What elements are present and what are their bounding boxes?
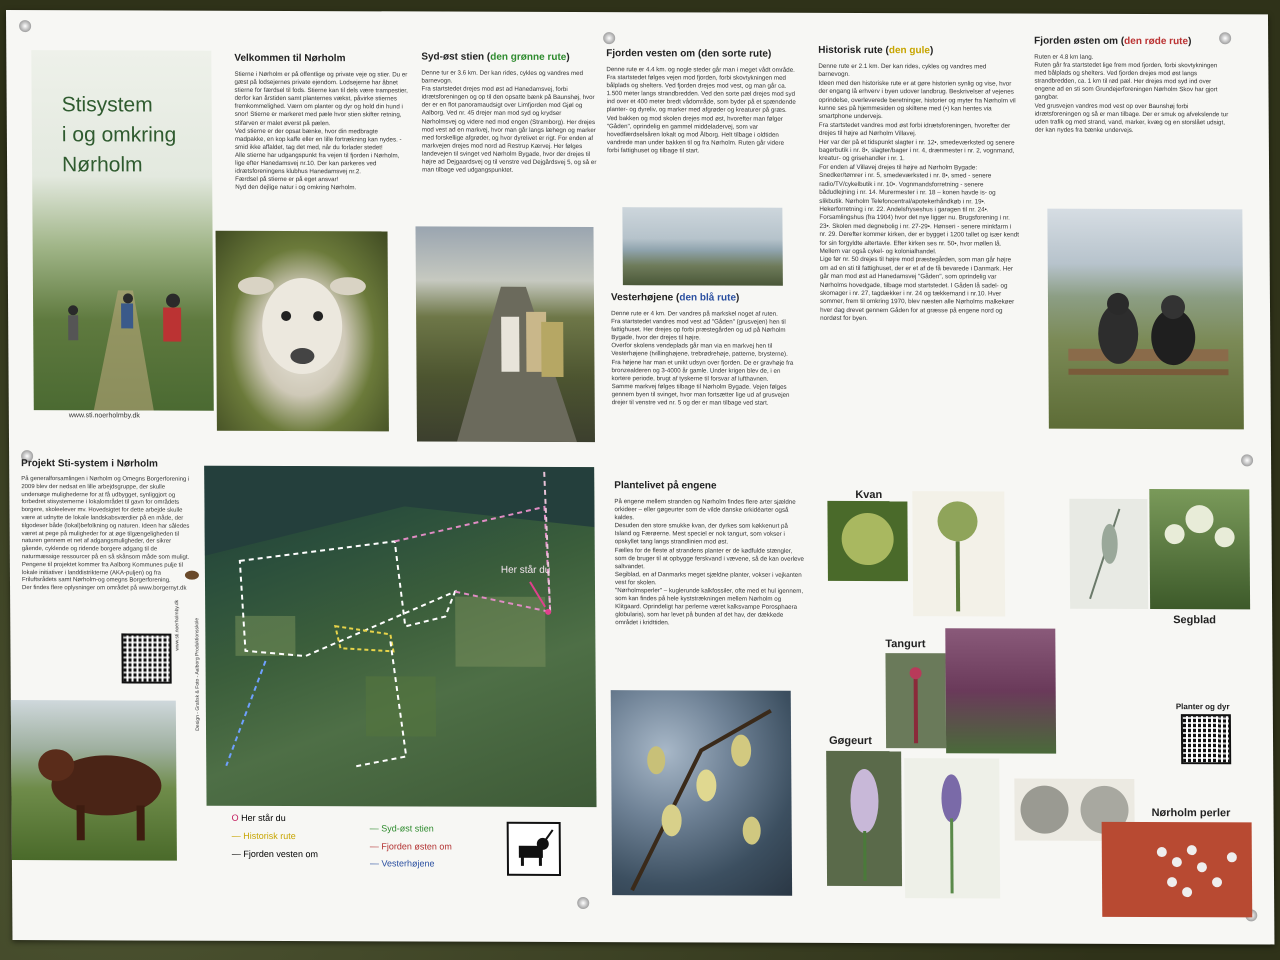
welcome-heading: Velkommen til Nørholm — [234, 52, 346, 65]
legend-item — [232, 813, 286, 823]
catkin-illustration — [611, 690, 792, 896]
legend-symbol: O — [231, 812, 239, 823]
cow-illustration — [11, 700, 177, 861]
legend-label: Fjorden østen om — [381, 841, 452, 852]
sydost-heading — [421, 51, 596, 63]
planter-dyr-label: Planter og dyr — [1175, 702, 1230, 712]
heading-text: Historisk rute ( — [818, 44, 889, 57]
legend-label: Vesterhøjene — [381, 858, 435, 869]
willow-catkin-photo — [611, 690, 792, 896]
legend-label: Fjorden vesten om — [243, 848, 318, 860]
vesterhojene-heading — [611, 292, 796, 304]
legend-label: Syd-øst stien — [381, 823, 434, 834]
tangurt-field-photo — [945, 628, 1056, 753]
heading-text: Fjorden østen om ( — [1034, 35, 1125, 47]
legend-label: Historisk rute — [243, 830, 296, 842]
screw-icon — [1241, 454, 1253, 466]
screw-icon — [603, 32, 615, 44]
screw-icon — [577, 897, 589, 909]
route-map — [204, 466, 596, 807]
sydost-section — [421, 51, 597, 175]
banner-title — [62, 90, 177, 180]
banner-title-line: Stisystem — [61, 93, 153, 117]
heading-text: Syd-øst stien ( — [421, 51, 491, 63]
legend-item — [370, 823, 434, 833]
welcome-section — [234, 53, 410, 193]
norholm-perler-photo — [1102, 822, 1253, 918]
side-url: www.sti.noerholmby.dk — [174, 599, 181, 651]
heading-text: ) — [566, 51, 570, 63]
segblad-drawing — [1069, 499, 1148, 609]
plantelivet-section — [614, 480, 805, 628]
legend-item — [370, 858, 435, 868]
perler-label: Nørholm perler — [1151, 807, 1231, 820]
aerial-map — [204, 466, 596, 807]
route-color-label: den gule — [888, 45, 930, 57]
cow-photo — [11, 700, 177, 861]
fjorden-ost-body: Ruten er 4.8 km lang. Ruten går fra startstedet lige frem mod fjorden, forbi skovtykningen med bålplads og shelters. Ved fjorden drejes mod øst langs strandbredden, ca. 1 km til rød pæl. Her drejes mod syd ind over engene ad en sti som Grundejerforeningen Nørholm Skov har gjort gangbar. Ved grusvejen vandres mod vest op over Baunshøj forbi idrætsforeningen og så er man tilbage. Der er smuk og afvekslende tur uden trafik og med strand, vand, marker, kvæg og en storslået udsigt, der kan nydes fra bænke undervejs. — [1034, 53, 1231, 134]
vesterhojene-body: Denne rute er 4 km. Der vandres på markskel noget af ruten. Fra startstedet vandres mod vest ad "Gåden" (grusvejen) hen til fattighuset. Her drejes op forbi præstegården og ud på Nørholm Bygade, hvor der drejes til højre. Overfor skolens vendeplads går man via en markvej hen til Vesterhøjene (tvillinghøjene, trebrødrehøje, patterne, brysterne). Fra højene har man et unikt udsyn over fjorden. De er gravhøje fra bronzealderen og 3-4000 år gamle. Under krigen blev de, i en kortere periode, brugt af tyskerne til forsvar af lufthavnen. Samme markvej følges tilbage til Nørholm Bygade. Vejen følges gennem byen til svinget, hvor man fortsætter lige ud af grusvejen drejer til venstre ved nr. 5 og der er man tilbage ved start. — [611, 310, 796, 407]
goegeurt-photo — [826, 751, 902, 886]
bench-view-photo — [1047, 209, 1244, 430]
design-credit: Design - Grafisk & Foto - Aalborg Produktionsskole — [194, 617, 202, 731]
kvan-label: Kvan — [855, 488, 883, 502]
planter-dyr-qr-code[interactable] — [1183, 716, 1229, 762]
vesterhojene-section — [611, 292, 797, 408]
route-color-label: den grønne rute — [490, 51, 567, 63]
title-banner — [31, 50, 214, 411]
plantelivet-body: På engene mellem stranden og Nørholm findes flere arter sjældne orkideer – eller gøgeurter som de vilde danske orkidéarter også kaldes. Desuden den store smukke kvan, der dyrkes som køkkenurt på Island og Færøerne. Mest speciel er nok tangurt, som vokser i opskyllet tang langs strandlinien mod øst. Fælles for de fleste af strandens planter er de kødfulde stængler, som de bruger til at opbygge ferskvand i vævene, så de kan overleve saltvandet. Segiblad, en af Danmarks meget sjældne planter, vokser i vejkanten vest for skolen. "Nørholmsperler" – kuglerunde kalkfossiler, ofte med et hul igennem, som kan findes på hele kyststrækningen mellem Nørholm og Klitgaard. Oprindeligt har perlerne været kalksvampe Porosphaera globularis), som har levet på bunden af det hav, der dækkede området i kridttiden. — [614, 498, 806, 627]
information-board — [6, 10, 1274, 944]
projekt-qr-code[interactable] — [123, 635, 169, 681]
sheep-icon — [216, 231, 389, 432]
walkers-illustration — [415, 226, 594, 442]
welcome-body: Stierne i Nørholm er på offentlige og private veje og stier. Du er gæst på lodsejernes private ejendom. Lodsejerne har åbnet stierne for færdsel til fods. Stierne kan til dels være trampestier, derfor kan årstiden samt planternes vækst, påvirke stiernes fremkommelighed. Værn om planter og dyr og hold din hund i snor! Stierne er markeret med pæle hvor stien skifter retning, stifarven er malet øverst på pælen. Ved stierne er der opsat bænke, hvor din medbragte madpakke, en kop kaffe eller en lille fortrækning kan nydes. - smid ikke affaldet, tag det med, når du forlader stedet! Alle stierne har udgangspunkt fra vejen til fjorden i Nørholm, lige efter Hanedamsvej nr.10. Der kan parkeres ved idrætsforeningens klubhus Hanedamsvej nr.2. Færdsel på stierne er på eget ansvar! Nyd den dejlige natur i og omkring Nørholm. — [234, 70, 410, 192]
historisk-heading — [818, 45, 1018, 57]
legend-symbol: — — [369, 841, 379, 852]
fjorden-vest-section — [606, 48, 797, 156]
plantelivet-heading: Plantelivet på engene — [614, 480, 717, 492]
heading-text: ) — [1188, 36, 1192, 48]
tangurt-label: Tangurt — [885, 638, 926, 651]
goegeurt-drawing — [904, 758, 1000, 898]
kvan-drawing — [912, 491, 1005, 616]
map-here-label: Her står du — [500, 564, 551, 576]
banner-title-line: Nørholm — [61, 153, 143, 177]
historisk-section — [818, 45, 1020, 324]
banner-title-line: i og omkring — [61, 123, 177, 147]
walkers-path-photo — [415, 226, 594, 442]
insect-icon — [185, 571, 199, 580]
fjorden-vest-heading: Fjorden vesten om (den sorte rute) — [606, 48, 772, 60]
historisk-body: Denne rute er 2.1 km. Der kan rides, cykles og vandres med barnevogn. Ideen med den historiske rute er at gøre historien synlig og vise, hvor der engang lå erhverv i byen udover landbrug. Beskrivelser af vejenes oprindelse, overleverede beretninger, historier og myter fra Nørholm vil kunne ses på hjemmesiden og skiltene med (•) kan hentes via smartphone undervejs. Fra startstedet vandres mod øst forbi idrætsforeningen, hvorefter der drejes til højre ad Nørholm Villavej. Her var der på et tidspunkt slagter i nr. 12•, smedeværksted og senere bagerbutik i nr. 8•, slagter/bager i nr. 4, drænmester i nr. 2, vognmand, kreatur- og grisehandler i nr. 1. For enden af Villavej drejes til højre ad Nørholm Bygade: Snedker/tømrer i nr. 5, smedeværksted i nr. 8•, smed - senere radio/TV/cykelbutik i nr. 10•. Vognmandsforretning - senere bådudlejning i nr. 14. Murermester i nr. 18 – konen havde is- og slikbutik. Nørholm Telefoncentral/apotekerhåndkøb i nr. 19•. Hekerforretning i nr. 22. Andelsfryseshus i garagen til nr. 24•. Forsamlingshus (fra 1904) hvor det nye ligger nu. Brugsforening i nr. 23•. Skolen med degnebolig i nr. 27-29•. Hønseri - senere minkfarm i nr. 29. Derefter kommer kirken, der er bygget i 1200 tallet og især kendt for sin forgyldte altertavle. Efter kirken ses nr. 50•, hvor møllen lå. Mellem var også cykel- og kolonialhandel. Lige før nr. 50 drejes til højre mod præstegården, som man går højre om ad en sti til fattighuset, der er et af de få bevarede i Danmark. Her går man mod øst ad Hanedamsvej "Gåden", som oprindelig var Nørholms hovedgade, tilbage mod startstedet. I Gåden lå sadel- og skomager i nr. 27, tagdækker i nr. 24 og tækkemand i nr.10. Hver sommer, frem til omkring 1970, blev næsten alle Nørholms malkekøer hver dag drevet gennem Gåden for at græsse på engene nord og nordøst for byen. — [818, 62, 1021, 323]
legend-symbol: — — [231, 830, 241, 841]
screw-icon — [19, 20, 31, 32]
projekt-section — [21, 458, 192, 594]
walkers-illustration — [33, 270, 214, 411]
beach-walkers-photo — [622, 207, 783, 286]
legend-symbol: — — [369, 823, 379, 834]
fjorden-vest-body: Denne rute er 4.4 km. og nogle steder går man i meget vådt område. Fra startstedet følges vejen mod fjorden, forbi skovtykningen med bålplads og shelters. Ved fjorden drejes mod vest, og man går ca. 1.500 meter langs strandbredden. Ved den sorte pæl drejes mod syd ind over et 400 meter bredt vådområde, som byder på et spændende planter- og dyreliv, og marker med afgrøder og kreaturer på græs. Ved bakken og mod skolen drejes mod øst, hvorefter man følger "Gåden", oprindelig en gammel middeladervej, som var hovedfærdselsåren lokalt og mod Ålborg. Helt tilbage i oldtiden vandrede man under bakken til og fra Nørholm. Ruten går videre forbi fattighuset og tilbage til start. — [606, 66, 798, 155]
route-color-label: den røde rute — [1124, 35, 1189, 48]
legend-symbol: — — [369, 858, 379, 869]
segblad-photo — [1149, 489, 1250, 609]
bench-illustration — [1047, 209, 1244, 430]
route-color-label: den blå rute — [679, 292, 737, 304]
heading-text: Vesterhøjene ( — [610, 292, 680, 304]
fjorden-ost-section — [1034, 36, 1230, 136]
tangurt-photo — [885, 653, 946, 748]
fjorden-ost-heading — [1034, 36, 1229, 48]
segblad-label: Segblad — [1173, 614, 1217, 627]
projekt-body: På generalforsamlingen i Nørholm og Omegns Borgerforening i 2009 blev der nedsat en lille arbejdsgruppe, der skulle undersøge mulighederne for at få udbygget, synliggjort og forbedret stisystemerne i lokalområdet til gavn for områdets borgere, skoleelever mv. Hovedsigtet for dette arbejde skulle være at udnytte de lokale landskabsværdier på en måde, der tilgodeser både (lokal)befolkning og naturen. Ideen har således været at pege på muligheder for at øge tilgængeligheden til naturen gennem et net af adgangsmuligheder, der sikrer gående, cyklende og ridende borgere adgang til de naturmæssige ressourcer på en så skånsom måde som muligt. Pengene til projektet kommer fra Aalborg Kommunes pulje til lokale initiativer i landdistrikterne (AKA-puljen) og fra Friluftsrådets samt Nørholm-og omegns Borgerforening. Der findes flere oplysninger om området på www.borgernyt.dk — [21, 476, 192, 592]
projekt-heading: Projekt Sti-system i Nørholm — [21, 458, 158, 470]
legend-symbol: — — [231, 848, 241, 859]
legend-item — [232, 849, 318, 859]
heading-text: ) — [735, 292, 740, 304]
goegeurt-label: Gøgeurt — [829, 734, 872, 748]
sheep-photo — [216, 231, 389, 432]
legend-item — [370, 841, 452, 851]
kvan-photo — [827, 501, 908, 581]
banner-url: www.sti.noerholmby.dk — [68, 412, 140, 420]
sydost-body: Denne tur er 3.6 km. Der kan rides, cykles og vandres med barnevogn. Fra startstedet drejes mod øst ad Hanedamsvej, forbi idrætsforeningen og op til den opsatte bænk på Baunshøj, hvor der er en flot panoramaudsigt over Limfjorden mod Gjøl og Aalborg. Ved nr. 45 drejer man mod syd og krydser Nørholmsvej og videre ned mod engen (Stramborg). Her drejes mod vest ad en markvej, hvor man går langs læhegn og marker med forskellige afgrøder, og hvor dyrelivet er rigt. For enden af markvejen drejes mod nord ad Restrup Kærvej. Her følges landevejen til svinget ved Nørholm Bygade, hvor der drejes til højre ad Dejgaardsvej og til venstre ved Dejgårdsvej 5, og så er man tilbage ved udgangspunktet. — [421, 69, 599, 174]
dog-leash-icon — [507, 822, 561, 876]
legend-label: Her står du — [241, 812, 286, 823]
heading-text: ) — [929, 45, 934, 57]
legend-item — [232, 831, 296, 841]
